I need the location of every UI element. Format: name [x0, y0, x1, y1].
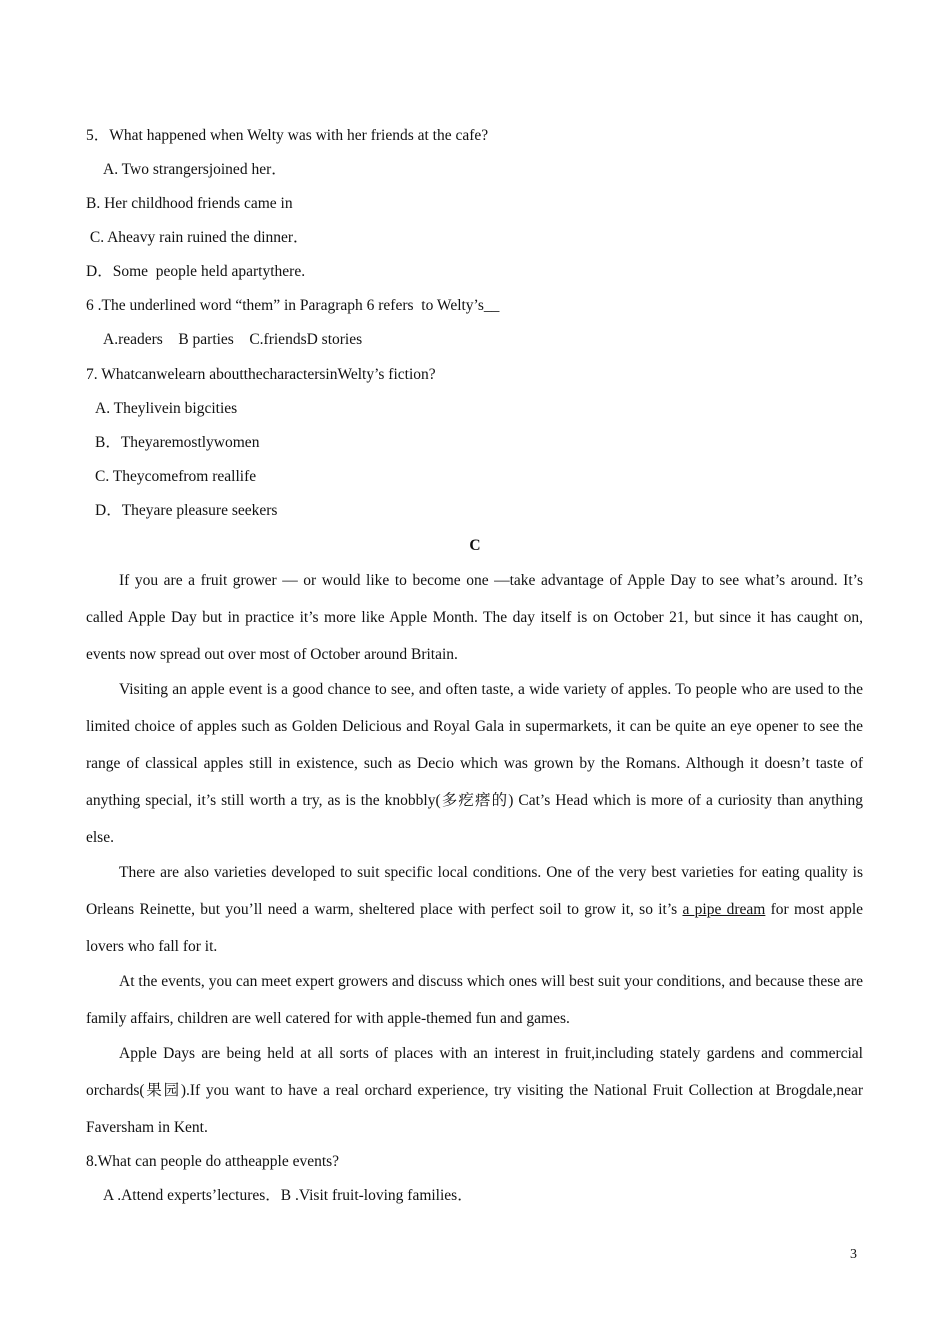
q5-option-a: A. Two strangersjoined her．: [103, 161, 287, 178]
q5-stem: 5．What happened when Welty was with her friends at the cafe?: [86, 127, 489, 144]
passage-paragraph-3: [86, 854, 863, 965]
passage-paragraph-2: Visiting an apple event is a good chance to see, and often taste, a wide variety of apples. To people who are used to the limited choice of apples such as Golden Delicious and Royal Gala in supermarkets, it can be quite an eye opener to see the range of classical apples still in existence, such as Decio which was grown by the Romans. Although it doesn’t taste of anything special, it’s still worth a try, as is the knobbly(多疙瘩的) Cat’s Head which is more of a curiosity than anything else.: [86, 681, 863, 846]
q7-option-c: C. Theycomefrom reallife: [95, 468, 257, 485]
q7-option-a: A. Theylivein bigcities: [95, 400, 238, 417]
q6-options: A.readers B parties C.friendsD stories: [103, 331, 363, 348]
passage-paragraph-5: Apple Days are being held at all sorts of places with an interest in fruit,including stately gardens and commercial orchards(果园).If you want to have a real orchard experience, try visiting the National Fruit Collection at Brogdale,near Faversham in Kent.: [86, 1045, 863, 1136]
underlined-phrase: a pipe dream: [682, 901, 766, 918]
q7-option-d: D．Theyare pleasure seekers: [95, 502, 278, 519]
section-c-heading: C: [469, 537, 481, 554]
paragraph-3-text-start: There are also varieties developed to suit specific local conditions. One of the very best varieties for eating quality is Orleans Reinette, but you’ll need a warm, sheltered place with perfect soil to grow it, so it’s: [86, 864, 863, 918]
q5-option-d: D．Some people held apartythere.: [86, 263, 306, 280]
q7-stem: 7. Whatcanwelearn aboutthecharactersinWelty’s fiction?: [86, 366, 436, 383]
passage-paragraph-4: At the events, you can meet expert growers and discuss which ones will best suit your conditions, and because these are family affairs, children are well catered for with apple-themed fun and games.: [86, 973, 863, 1027]
q5-option-c: C. Aheavy rain ruined the dinner．: [86, 229, 309, 246]
page-number: 3: [850, 1247, 857, 1262]
q8-options: A .Attend experts’lectures．B .Visit fruit-loving families．: [103, 1187, 473, 1204]
q5-option-b: B. Her childhood friends came in: [86, 195, 293, 212]
q6-stem: 6 .The underlined word “them” in Paragraph 6 refers to Welty’s__: [86, 297, 500, 314]
paragraph-3-text-end: for most apple lovers who fall for it.: [86, 901, 864, 955]
q8-stem: 8.What can people do attheapple events?: [86, 1153, 340, 1170]
q7-option-b: B．Theyaremostlywomen: [95, 434, 260, 451]
passage-paragraph-1: If you are a fruit grower — or would like to become one —take advantage of Apple Day to see what’s around. It’s called Apple Day but in practice it’s more like Apple Month. The day itself is on October 21, but since it has caught on, events now spread out over most of October around Britain.: [86, 572, 863, 663]
